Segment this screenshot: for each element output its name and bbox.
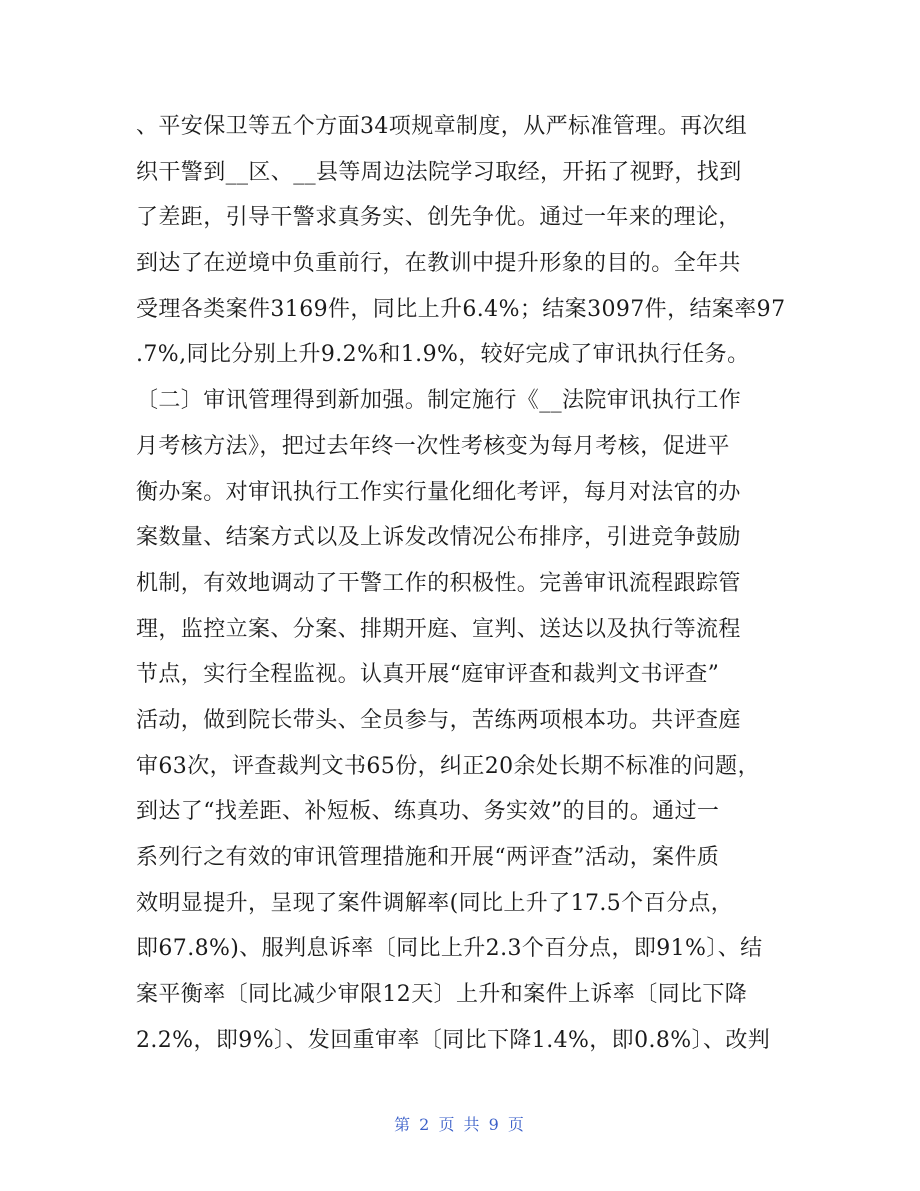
page-number-footer: 第 2 页 共 9 页 [394,1115,526,1134]
text-line: 审63次，评查裁判文书65份，纠正20余处长期不标准的问题， [136,753,760,779]
text-line: 活动，做到院长带头、全员参与，苦练两项根本功。共评查庭 [136,707,741,733]
text-line: 机制，有效地调动了干警工作的积极性。完善审讯流程跟踪管 [136,570,741,596]
text-line: 案数量、结案方式以及上诉发改情况公布排序，引进竞争鼓励 [136,525,741,551]
text-line: 到达了在逆境中负重前行，在教训中提升形象的目的。全年共 [136,251,741,277]
text-line: 节点，实行全程监视。认真开展“庭审评查和裁判文书评查” [136,662,720,688]
text-line: 〔二〕审讯管理得到新加强。制定施行《__法院审讯执行工作 [136,388,742,414]
text-line: 2.2%，即9%〕、发回重审率〔同比下降1.4%，即0.8%〕、改判 [136,1027,771,1053]
text-line: 案平衡率〔同比减少审限12天〕上升和案件上诉率〔同比下降 [136,982,748,1008]
text-line: 受理各类案件3169件，同比上升6.4%；结案3097件，结案率97 [136,296,786,322]
text-line: 系列行之有效的审讯管理措施和开展“两评查”活动，案件质 [136,845,720,870]
text-line: 织干警到__区、__县等周边法院学习取经，开拓了视野，找到 [136,159,742,185]
text-line: 理，监控立案、分案、排期开庭、宣判、送达以及执行等流程 [136,616,741,642]
text-line: 了差距，引导干警求真务实、创先争优。通过一年来的理论， [136,205,741,231]
body-text [136,104,796,1063]
text-line: 衡办案。对审讯执行工作实行量化细化考评，每月对法官的办 [136,479,741,505]
text-line: 到达了“找差距、补短板、练真功、务实效”的目的。通过一 [136,799,720,825]
text-line: 即67.8%)、服判息诉率〔同比上升2.3个百分点，即91%〕、结 [136,936,763,962]
text-line: 月考核方法》，把过去年终一次性考核变为每月考核，促进平 [136,433,730,459]
text-line: 效明显提升，呈现了案件调解率(同比上升了17.5个百分点， [136,890,734,916]
text-line: 、平安保卫等五个方面34项规章制度，从严标准管理。再次组 [136,114,748,139]
text-line: .7%,同比分别上升9.2%和1.9%，较好完成了审讯执行任务。 [136,342,750,368]
